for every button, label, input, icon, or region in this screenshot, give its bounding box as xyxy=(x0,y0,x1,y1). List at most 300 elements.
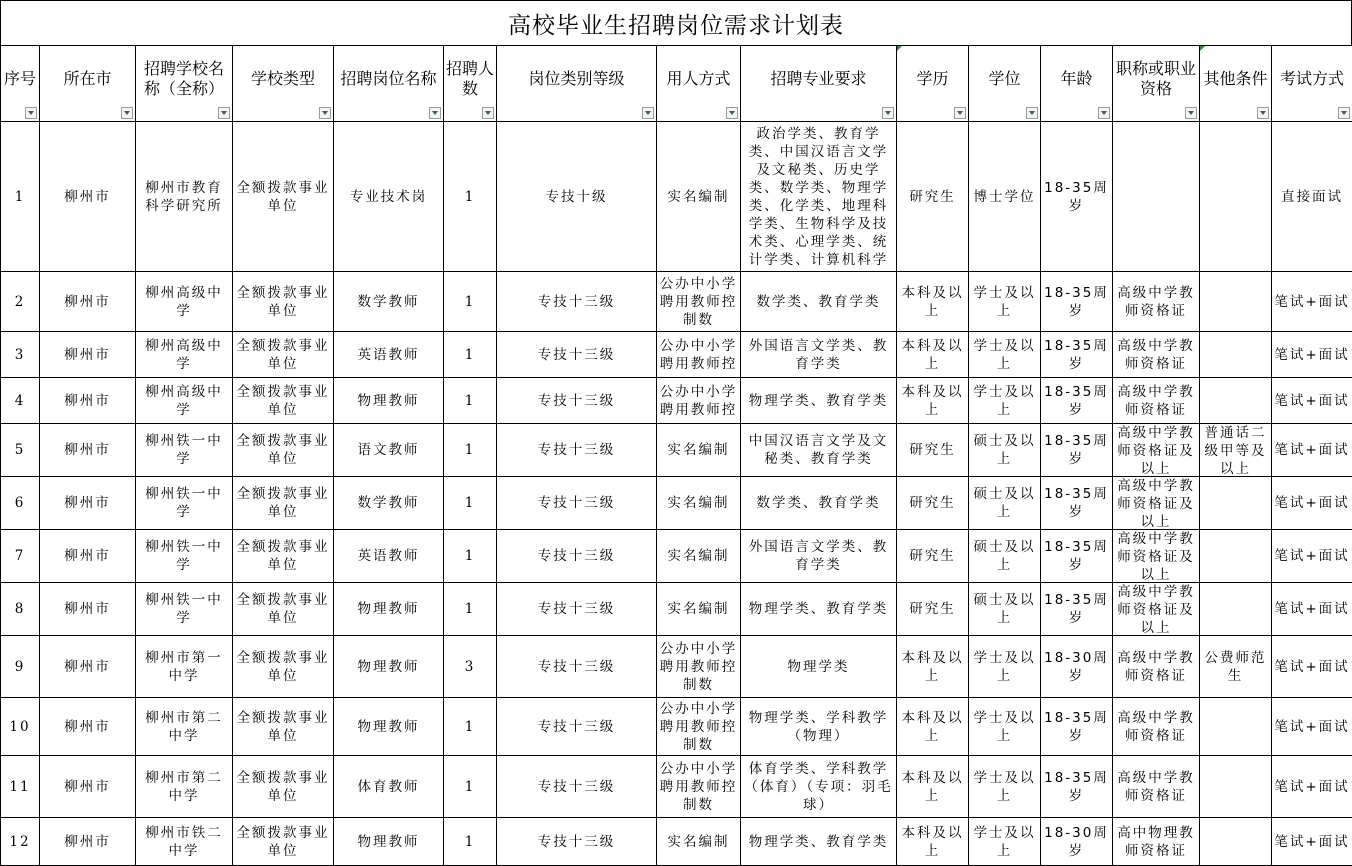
table-cell[interactable] xyxy=(657,636,741,698)
table-cell[interactable] xyxy=(741,477,897,530)
table-cell[interactable] xyxy=(969,530,1041,583)
cell-value: 高级中学教师资格证 xyxy=(1115,649,1197,685)
table-cell[interactable] xyxy=(1,477,40,530)
table-cell[interactable] xyxy=(444,122,497,272)
table-cell[interactable] xyxy=(1,818,40,866)
table-cell[interactable] xyxy=(334,636,444,698)
cell-value: 实名编制 xyxy=(659,188,738,206)
table-cell[interactable] xyxy=(1041,756,1113,818)
filter-dropdown-icon[interactable] xyxy=(954,107,966,119)
cell-value: 公办中小学聘用教师控制数 xyxy=(659,275,738,329)
table-cell[interactable] xyxy=(334,272,444,332)
table-cell[interactable] xyxy=(444,583,497,636)
cell-value: 全额拨款事业单位 xyxy=(235,709,331,745)
table-cell[interactable] xyxy=(1113,424,1200,477)
filter-dropdown-icon[interactable] xyxy=(1098,107,1110,119)
table-cell[interactable] xyxy=(136,636,233,698)
table-cell[interactable] xyxy=(1113,636,1200,698)
table-cell[interactable] xyxy=(1,698,40,756)
filter-dropdown-icon[interactable] xyxy=(218,107,230,119)
table-cell[interactable] xyxy=(444,698,497,756)
column-header-label: 招聘人数 xyxy=(446,59,494,109)
cell-value: 全额拨款事业单位 xyxy=(235,383,331,419)
table-cell[interactable] xyxy=(1272,698,1352,756)
cell-value: 物理教师 xyxy=(336,718,441,736)
table-cell[interactable] xyxy=(1200,272,1272,332)
cell-value: 普通话二级甲等及以上 xyxy=(1202,424,1269,476)
cell-value: 公费师范生 xyxy=(1202,649,1269,685)
filter-dropdown-icon[interactable] xyxy=(482,107,494,119)
table-cell[interactable] xyxy=(1113,122,1200,272)
table-cell[interactable] xyxy=(444,332,497,378)
cell-value: 1 xyxy=(446,833,494,851)
table-cell[interactable] xyxy=(897,122,969,272)
table-cell[interactable] xyxy=(497,122,657,272)
table-cell[interactable] xyxy=(1272,272,1352,332)
table-cell[interactable] xyxy=(969,424,1041,477)
cell-value: 柳州铁一中学 xyxy=(138,538,230,574)
table-cell[interactable] xyxy=(657,818,741,866)
column-header xyxy=(1,46,40,122)
cell-value: 专技十三级 xyxy=(499,547,654,565)
table-cell[interactable] xyxy=(741,698,897,756)
table-cell[interactable] xyxy=(1113,378,1200,424)
table-cell[interactable] xyxy=(136,698,233,756)
table-cell[interactable] xyxy=(1041,272,1113,332)
table-cell[interactable] xyxy=(741,530,897,583)
table-cell[interactable] xyxy=(969,378,1041,424)
cell-value: 硕士及以上 xyxy=(971,538,1038,574)
table-cell[interactable] xyxy=(741,583,897,636)
table-cell[interactable] xyxy=(1272,332,1352,378)
cell-value: 18-35周岁 xyxy=(1043,485,1110,521)
cell-value: 柳州市 xyxy=(42,188,133,206)
table-cell[interactable] xyxy=(40,424,136,477)
filter-dropdown-icon[interactable] xyxy=(1257,107,1269,119)
cell-value: 中国汉语言文学及文秘类、教育学类 xyxy=(743,432,894,468)
cell-value: 柳州市 xyxy=(42,293,133,311)
table-cell[interactable] xyxy=(657,122,741,272)
table-cell[interactable] xyxy=(444,272,497,332)
table-cell[interactable] xyxy=(1,424,40,477)
table-cell[interactable] xyxy=(1,530,40,583)
table-cell[interactable] xyxy=(1272,424,1352,477)
cell-value: 高级中学教师资格证 xyxy=(1115,383,1197,419)
table-cell[interactable] xyxy=(897,756,969,818)
table-cell[interactable] xyxy=(1272,818,1352,866)
table-cell[interactable] xyxy=(657,378,741,424)
column-header xyxy=(233,46,334,122)
cell-value: 高级中学教师资格证 xyxy=(1115,337,1197,373)
column-header xyxy=(897,46,969,122)
table-cell[interactable] xyxy=(741,378,897,424)
cell-value: 数学类、教育学类 xyxy=(743,293,894,311)
table-cell[interactable] xyxy=(136,530,233,583)
cell-value: 5 xyxy=(3,441,37,459)
cell-value: 专业技术岗 xyxy=(336,188,441,206)
table-cell[interactable] xyxy=(40,122,136,272)
table-cell[interactable] xyxy=(233,378,334,424)
table-cell[interactable] xyxy=(1272,583,1352,636)
table-cell[interactable] xyxy=(657,698,741,756)
table-cell[interactable] xyxy=(1200,756,1272,818)
cell-value: 高级中学教师资格证 xyxy=(1115,769,1197,805)
table-cell[interactable] xyxy=(334,818,444,866)
table-cell[interactable] xyxy=(444,424,497,477)
cell-value: 高级中学教师资格证及以上 xyxy=(1115,583,1197,635)
cell-value: 物理学类、教育学类 xyxy=(743,600,894,618)
header-row xyxy=(1,46,1352,122)
table-cell[interactable] xyxy=(741,272,897,332)
cell-value: 1 xyxy=(446,718,494,736)
column-header xyxy=(969,46,1041,122)
cell-value: 体育学类、学科教学（体育）（专项：羽毛球） xyxy=(743,760,894,814)
column-header-label: 用人方式 xyxy=(659,69,738,99)
column-header-label: 岗位类别等级 xyxy=(499,69,654,99)
cell-value: 柳州市 xyxy=(42,392,133,410)
table-cell[interactable] xyxy=(1200,477,1272,530)
filter-dropdown-icon[interactable] xyxy=(642,107,654,119)
table-cell[interactable] xyxy=(40,583,136,636)
table-cell[interactable] xyxy=(497,698,657,756)
table-cell[interactable] xyxy=(334,583,444,636)
table-cell[interactable] xyxy=(897,272,969,332)
cell-value: 3 xyxy=(446,658,494,676)
table-cell[interactable] xyxy=(40,272,136,332)
filter-dropdown-icon[interactable] xyxy=(319,107,331,119)
table-cell[interactable] xyxy=(334,332,444,378)
cell-value: 9 xyxy=(3,658,37,676)
table-cell[interactable] xyxy=(1272,378,1352,424)
filter-dropdown-icon[interactable] xyxy=(1185,107,1197,119)
table-cell[interactable] xyxy=(1200,332,1272,378)
cell-value: 全额拨款事业单位 xyxy=(235,649,331,685)
table-cell[interactable] xyxy=(497,424,657,477)
table-cell[interactable] xyxy=(897,530,969,583)
table-cell[interactable] xyxy=(1041,583,1113,636)
cell-value: 高级中学教师资格证 xyxy=(1115,709,1197,745)
table-cell[interactable] xyxy=(1272,530,1352,583)
table-cell[interactable] xyxy=(233,756,334,818)
cell-value: 高级中学教师资格证及以上 xyxy=(1115,530,1197,582)
table-cell[interactable] xyxy=(233,122,334,272)
table-cell[interactable] xyxy=(444,636,497,698)
cell-value: 柳州市 xyxy=(42,600,133,618)
cell-value: 实名编制 xyxy=(659,600,738,618)
table-cell[interactable] xyxy=(40,332,136,378)
table-cell[interactable] xyxy=(497,332,657,378)
cell-value: 实名编制 xyxy=(659,833,738,851)
table-cell[interactable] xyxy=(136,424,233,477)
cell-value: 柳州市 xyxy=(42,718,133,736)
cell-value: 1 xyxy=(446,188,494,206)
table-cell[interactable] xyxy=(1113,756,1200,818)
table-row xyxy=(1,530,1352,583)
table-cell[interactable] xyxy=(969,477,1041,530)
table-cell[interactable] xyxy=(1113,530,1200,583)
table-cell[interactable] xyxy=(40,378,136,424)
cell-value: 2 xyxy=(3,293,37,311)
cell-value: 实名编制 xyxy=(659,494,738,512)
column-header-label: 其他条件 xyxy=(1202,69,1269,99)
table-cell[interactable] xyxy=(741,424,897,477)
table-cell[interactable] xyxy=(1200,818,1272,866)
table-cell[interactable] xyxy=(136,583,233,636)
table-cell[interactable] xyxy=(657,332,741,378)
column-header-label: 学校类型 xyxy=(235,69,331,99)
cell-value: 研究生 xyxy=(899,494,966,512)
table-cell[interactable] xyxy=(497,530,657,583)
cell-value: 外国语言文学类、教育学类 xyxy=(743,337,894,373)
table-cell[interactable] xyxy=(233,424,334,477)
table-cell[interactable] xyxy=(741,636,897,698)
table-cell[interactable] xyxy=(497,756,657,818)
table-cell[interactable] xyxy=(741,756,897,818)
cell-value: 18-35周岁 xyxy=(1043,538,1110,574)
table-cell[interactable] xyxy=(897,583,969,636)
table-cell[interactable] xyxy=(233,530,334,583)
table-cell[interactable] xyxy=(1200,530,1272,583)
table-cell[interactable] xyxy=(657,424,741,477)
table-cell[interactable] xyxy=(334,530,444,583)
table-cell[interactable] xyxy=(444,756,497,818)
table-cell[interactable] xyxy=(136,756,233,818)
table-cell[interactable] xyxy=(1200,636,1272,698)
column-header-label: 招聘学校名称（全称） xyxy=(138,59,230,109)
table-cell[interactable] xyxy=(40,477,136,530)
column-header xyxy=(40,46,136,122)
table-cell[interactable] xyxy=(1113,818,1200,866)
table-cell[interactable] xyxy=(1,272,40,332)
table-cell[interactable] xyxy=(334,698,444,756)
cell-value: 18-35周岁 xyxy=(1043,432,1110,468)
table-cell[interactable] xyxy=(40,818,136,866)
table-cell[interactable] xyxy=(657,756,741,818)
cell-value: 7 xyxy=(3,547,37,565)
table-cell[interactable] xyxy=(136,272,233,332)
cell-value: 物理学类、教育学类 xyxy=(743,833,894,851)
table-cell[interactable] xyxy=(233,818,334,866)
cell-value: 专技十三级 xyxy=(499,833,654,851)
table-cell[interactable] xyxy=(233,272,334,332)
cell-value: 硕士及以上 xyxy=(971,591,1038,627)
column-header-label: 学历 xyxy=(899,69,966,99)
table-cell[interactable] xyxy=(969,122,1041,272)
table-cell[interactable] xyxy=(233,477,334,530)
table-cell[interactable] xyxy=(444,530,497,583)
table-cell[interactable] xyxy=(969,636,1041,698)
table-cell[interactable] xyxy=(657,583,741,636)
table-cell[interactable] xyxy=(897,698,969,756)
cell-value: 全额拨款事业单位 xyxy=(235,432,331,468)
table-cell[interactable] xyxy=(969,332,1041,378)
table-cell[interactable] xyxy=(897,378,969,424)
cell-value: 柳州市第二中学 xyxy=(138,709,230,745)
filter-dropdown-icon[interactable] xyxy=(1338,107,1350,119)
table-cell[interactable] xyxy=(1113,698,1200,756)
table-cell[interactable] xyxy=(1,583,40,636)
table-cell[interactable] xyxy=(1,332,40,378)
table-cell[interactable] xyxy=(1041,424,1113,477)
table-cell[interactable] xyxy=(136,818,233,866)
table-cell[interactable] xyxy=(1200,378,1272,424)
table-cell[interactable] xyxy=(1200,698,1272,756)
cell-value: 学士及以上 xyxy=(971,284,1038,320)
table-cell[interactable] xyxy=(1272,122,1352,272)
cell-value: 全额拨款事业单位 xyxy=(235,769,331,805)
table-cell[interactable] xyxy=(136,122,233,272)
cell-value: 研究生 xyxy=(899,188,966,206)
cell-value: 笔试+面试 xyxy=(1274,658,1350,676)
cell-value: 1 xyxy=(446,441,494,459)
cell-value: 1 xyxy=(446,346,494,364)
column-header-label: 职称或职业资格 xyxy=(1115,59,1197,109)
table-cell[interactable] xyxy=(1041,332,1113,378)
table-cell[interactable] xyxy=(497,272,657,332)
table-cell[interactable] xyxy=(657,272,741,332)
table-cell[interactable] xyxy=(969,698,1041,756)
cell-value: 柳州市第二中学 xyxy=(138,769,230,805)
table-row xyxy=(1,477,1352,530)
cell-value: 数学教师 xyxy=(336,494,441,512)
table-cell[interactable] xyxy=(40,530,136,583)
cell-value: 8 xyxy=(3,600,37,618)
cell-value: 本科及以上 xyxy=(899,649,966,685)
cell-value: 学士及以上 xyxy=(971,383,1038,419)
table-cell[interactable] xyxy=(1,378,40,424)
table-cell[interactable] xyxy=(1041,530,1113,583)
table-cell[interactable] xyxy=(1041,636,1113,698)
filter-dropdown-icon[interactable] xyxy=(25,107,37,119)
table-row xyxy=(1,378,1352,424)
table-cell[interactable] xyxy=(897,636,969,698)
cell-value: 专技十三级 xyxy=(499,346,654,364)
cell-value: 全额拨款事业单位 xyxy=(235,179,331,215)
table-cell[interactable] xyxy=(1200,583,1272,636)
table-cell[interactable] xyxy=(741,122,897,272)
filter-dropdown-icon[interactable] xyxy=(726,107,738,119)
cell-value: 全额拨款事业单位 xyxy=(235,337,331,373)
table-cell[interactable] xyxy=(1272,636,1352,698)
column-header xyxy=(657,46,741,122)
cell-value: 1 xyxy=(446,600,494,618)
table-cell[interactable] xyxy=(233,636,334,698)
table-cell[interactable] xyxy=(897,424,969,477)
filter-dropdown-icon[interactable] xyxy=(882,107,894,119)
cell-value: 1 xyxy=(446,392,494,410)
table-cell[interactable] xyxy=(233,332,334,378)
table-cell[interactable] xyxy=(497,583,657,636)
cell-value: 公办中小学聘用教师控 xyxy=(659,383,738,419)
table-cell[interactable] xyxy=(334,424,444,477)
table-cell[interactable] xyxy=(334,477,444,530)
comment-indicator-icon xyxy=(897,46,902,51)
table-cell[interactable] xyxy=(1,756,40,818)
table-cell[interactable] xyxy=(1,636,40,698)
cell-value: 柳州高级中学 xyxy=(138,383,230,419)
table-cell[interactable] xyxy=(444,378,497,424)
table-row xyxy=(1,272,1352,332)
cell-value: 18-35周岁 xyxy=(1043,179,1110,215)
cell-value: 研究生 xyxy=(899,547,966,565)
table-cell[interactable] xyxy=(897,818,969,866)
table-cell[interactable] xyxy=(444,818,497,866)
table-cell[interactable] xyxy=(40,698,136,756)
cell-value: 英语教师 xyxy=(336,547,441,565)
table-cell[interactable] xyxy=(1,122,40,272)
table-cell[interactable] xyxy=(136,378,233,424)
table-cell[interactable] xyxy=(136,477,233,530)
cell-value: 物理学类 xyxy=(743,658,894,676)
table-cell[interactable] xyxy=(40,756,136,818)
table-cell[interactable] xyxy=(741,332,897,378)
table-cell[interactable] xyxy=(233,583,334,636)
filter-dropdown-icon[interactable] xyxy=(121,107,133,119)
cell-value: 1 xyxy=(446,494,494,512)
table-cell[interactable] xyxy=(741,818,897,866)
table-cell[interactable] xyxy=(897,332,969,378)
table-cell[interactable] xyxy=(334,122,444,272)
cell-value: 柳州高级中学 xyxy=(138,284,230,320)
table-row xyxy=(1,583,1352,636)
table-row xyxy=(1,122,1352,272)
cell-value: 专技十三级 xyxy=(499,658,654,676)
cell-value: 笔试+面试 xyxy=(1274,833,1350,851)
table-cell[interactable] xyxy=(497,818,657,866)
table-row xyxy=(1,818,1352,866)
table-cell[interactable] xyxy=(1272,756,1352,818)
table-cell[interactable] xyxy=(1113,583,1200,636)
table-cell[interactable] xyxy=(1200,424,1272,477)
column-header xyxy=(334,46,444,122)
table-cell[interactable] xyxy=(1113,477,1200,530)
table-cell[interactable] xyxy=(444,477,497,530)
column-header-label: 所在市 xyxy=(42,69,133,99)
column-header xyxy=(444,46,497,122)
table-cell[interactable] xyxy=(1041,698,1113,756)
filter-dropdown-icon[interactable] xyxy=(1026,107,1038,119)
table-cell[interactable] xyxy=(1200,122,1272,272)
table-cell[interactable] xyxy=(969,272,1041,332)
table-cell[interactable] xyxy=(497,378,657,424)
table-cell[interactable] xyxy=(1041,818,1113,866)
filter-dropdown-icon[interactable] xyxy=(429,107,441,119)
column-header xyxy=(136,46,233,122)
table-cell[interactable] xyxy=(1041,378,1113,424)
table-cell[interactable] xyxy=(1272,477,1352,530)
cell-value: 3 xyxy=(3,346,37,364)
cell-value: 柳州市 xyxy=(42,658,133,676)
table-cell[interactable] xyxy=(1113,332,1200,378)
table-cell[interactable] xyxy=(657,530,741,583)
table-cell[interactable] xyxy=(897,477,969,530)
table-cell[interactable] xyxy=(233,698,334,756)
table-cell[interactable] xyxy=(136,332,233,378)
table-cell[interactable] xyxy=(497,636,657,698)
cell-value: 笔试+面试 xyxy=(1274,600,1350,618)
table-cell[interactable] xyxy=(969,756,1041,818)
table-cell[interactable] xyxy=(334,756,444,818)
table-cell[interactable] xyxy=(969,583,1041,636)
table-cell[interactable] xyxy=(1041,122,1113,272)
table-cell[interactable] xyxy=(40,636,136,698)
table-cell[interactable] xyxy=(497,477,657,530)
table-cell[interactable] xyxy=(657,477,741,530)
table-cell[interactable] xyxy=(334,378,444,424)
table-cell[interactable] xyxy=(1041,477,1113,530)
table-cell[interactable] xyxy=(969,818,1041,866)
table-cell[interactable] xyxy=(1113,272,1200,332)
